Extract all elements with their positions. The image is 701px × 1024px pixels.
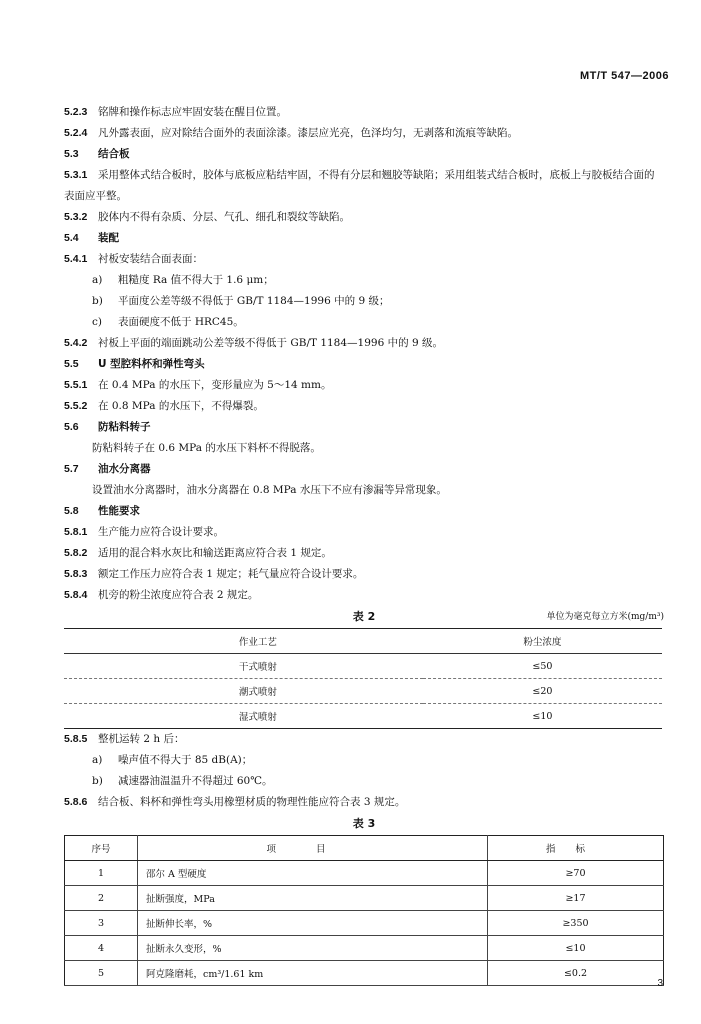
clause-5-8-3 [64,564,664,585]
clause-5-3-1 [64,165,664,207]
list-item [64,291,664,312]
clause-5-2-3 [64,102,664,123]
clause-5-8-1 [64,522,664,543]
clause-number: 5.5.1 [64,379,88,391]
list-item-text: 减速器油温温升不得超过 60℃。 [118,775,273,787]
table-row [64,654,662,679]
standard-number: MT/T 547—2006 [579,70,669,82]
page-content [64,102,664,986]
table-row [65,911,664,936]
table-3-title: 表 3 [352,817,376,830]
table-2-unit: 单位为毫克每立方米(mg/m³) [546,612,664,622]
clause-text: 在 0.8 MPa 的水压下，不得爆裂。 [98,400,264,412]
clause-text: 胶体内不得有杂质、分层、气孔、细孔和裂纹等缺陷。 [98,211,350,223]
clause-number: 5.8.6 [64,796,88,808]
clause-number: 5.8 [64,505,79,517]
table-3-index-cell: ≥70 [488,861,664,886]
clause-number: 5.3.2 [64,211,88,223]
table-row [64,704,662,729]
clause-5-4-2 [64,333,664,354]
table-3-header-no: 序号 [65,836,138,861]
section-heading: 装配 [98,232,119,244]
table-row [65,961,664,986]
list-item-text: 噪声值不得大于 85 dB(A)； [118,754,253,766]
table-2-process-cell: 湿式喷射 [238,712,277,723]
clause-5-5-2 [64,396,664,417]
table-3-index-cell: ≥17 [488,886,664,911]
table-2-header-process: 作业工艺 [64,629,423,654]
clause-5-7 [64,459,664,480]
clause-text: 生产能力应符合设计要求。 [98,526,224,538]
clause-5-8-5 [64,729,664,750]
clause-number: 5.2.3 [64,106,88,118]
clause-number: 5.3.1 [64,169,88,181]
clause-5-4 [64,228,664,249]
table-3-item-cell: 扯断永久变形，% [138,936,488,961]
clause-number: 5.8.2 [64,547,88,559]
table-3-item-cell: 扯断伸长率，% [138,911,488,936]
clause-5-5-1 [64,375,664,396]
list-marker: b) [92,775,103,787]
list-marker: c) [92,316,102,328]
table-3-caption [64,813,664,835]
clause-text: 凡外露表面，应对除结合面外的表面涂漆。漆层应光亮，色泽均匀，无剥落和流痕等缺陷。 [98,127,518,139]
table-row [65,886,664,911]
table-3 [64,835,664,986]
table-3-no-cell: 2 [65,886,138,911]
section-heading: 油水分离器 [98,463,151,475]
clause-text: 适用的混合料水灰比和输送距离应符合表 1 规定。 [98,547,332,559]
clause-5-2-4 [64,123,664,144]
clause-number: 5.4 [64,232,79,244]
table-2-dust-cell: ≤10 [532,710,553,722]
clause-5-6 [64,417,664,438]
list-item-text: 粗糙度 Ra 值不得大于 1.6 μm； [118,274,274,286]
table-3-item-cell: 扯断强度，MPa [138,886,488,911]
clause-text: 整机运转 2 h 后： [98,733,185,745]
table-row [65,936,664,961]
table-3-index-cell: ≤10 [488,936,664,961]
table-2-process-cell: 潮式喷射 [64,679,423,704]
table-3-item-cell: 邵尔 A 型硬度 [138,861,488,886]
table-3-item-cell: 阿克隆磨耗，cm³/1.61 km [138,961,488,986]
table-2-header-dust: 粉尘浓度 [423,629,662,654]
list-marker: b) [92,295,103,307]
section-heading: 结合板 [98,148,130,160]
table-row [65,861,664,886]
clause-text: 在 0.4 MPa 的水压下，变形量应为 5～14 mm。 [98,379,332,391]
section-heading: U 型腔料杯和弹性弯头 [98,358,205,370]
table-2-title: 表 2 [352,610,376,623]
list-item-text: 平面度公差等级不得低于 GB/T 1184—1996 中的 9 级； [118,295,390,307]
clause-number: 5.7 [64,463,79,475]
list-marker: a) [92,274,103,286]
clause-text: 结合板、料杯和弹性弯头用橡塑材质的物理性能应符合表 3 规定。 [98,796,406,808]
clause-5-8-6 [64,792,664,813]
table-3-no-cell: 1 [65,861,138,886]
list-item [64,270,664,291]
clause-number: 5.8.5 [64,733,88,745]
table-2-caption [64,606,664,628]
clause-number: 5.5.2 [64,400,88,412]
page-number: 3 [657,978,663,989]
paragraph-5-7: 设置油水分离器时，油水分离器在 0.8 MPa 水压下不应有渗漏等异常现象。 [92,484,447,496]
table-2-dust-cell: ≤50 [423,654,662,679]
clause-number: 5.4.1 [64,253,88,265]
list-item [64,312,664,333]
clause-5-5 [64,354,664,375]
clause-number: 5.5 [64,358,79,370]
clause-text: 额定工作压力应符合表 1 规定；耗气量应符合设计要求。 [98,568,364,580]
clause-5-8-2 [64,543,664,564]
clause-5-3 [64,144,664,165]
table-3-index-cell: ≥350 [488,911,664,936]
clause-5-3-2 [64,207,664,228]
clause-number: 5.3 [64,148,79,160]
table-row [64,679,662,704]
clause-5-4-1 [64,249,664,270]
clause-number: 5.2.4 [64,127,88,139]
list-item-text: 表面硬度不低于 HRC45。 [118,316,244,328]
clause-text: 采用整体式结合板时，胶体与底板应粘结牢固，不得有分层和翘胶等缺陷；采用组装式结合板时，底板上与胶板结合面的表面应平整。 [64,169,655,202]
section-heading: 防粘料转子 [98,421,151,433]
clause-text: 衬板安装结合面表面： [98,253,203,265]
table-2-dust-cell: ≤20 [423,679,662,704]
table-3-no-cell: 5 [65,961,138,986]
table-3-no-cell: 3 [65,911,138,936]
table-3-header-index: 指标 [488,836,664,861]
clause-5-8 [64,501,664,522]
table-2-process-cell: 干式喷射 [64,654,423,679]
table-3-index-cell: ≤0.2 [488,961,664,986]
clause-number: 5.8.4 [64,589,88,601]
clause-number: 5.8.1 [64,526,88,538]
table-2 [64,628,662,729]
clause-text: 衬板上平面的端面跳动公差等级不得低于 GB/T 1184—1996 中的 9 级。 [98,337,443,349]
list-item [64,750,664,771]
clause-number: 5.6 [64,421,79,433]
section-heading: 性能要求 [98,505,140,517]
list-marker: a) [92,754,103,766]
clause-number: 5.8.3 [64,568,88,580]
clause-number: 5.4.2 [64,337,88,349]
table-3-header-item: 项目 [138,836,488,861]
clause-5-8-4 [64,585,664,606]
clause-text: 机旁的粉尘浓度应符合表 2 规定。 [98,589,259,601]
list-item [64,771,664,792]
paragraph-5-6: 防粘料转子在 0.6 MPa 的水压下料杯不得脱落。 [92,442,321,454]
table-3-no-cell: 4 [65,936,138,961]
clause-text: 铭牌和操作标志应牢固安装在醒目位置。 [98,106,287,118]
